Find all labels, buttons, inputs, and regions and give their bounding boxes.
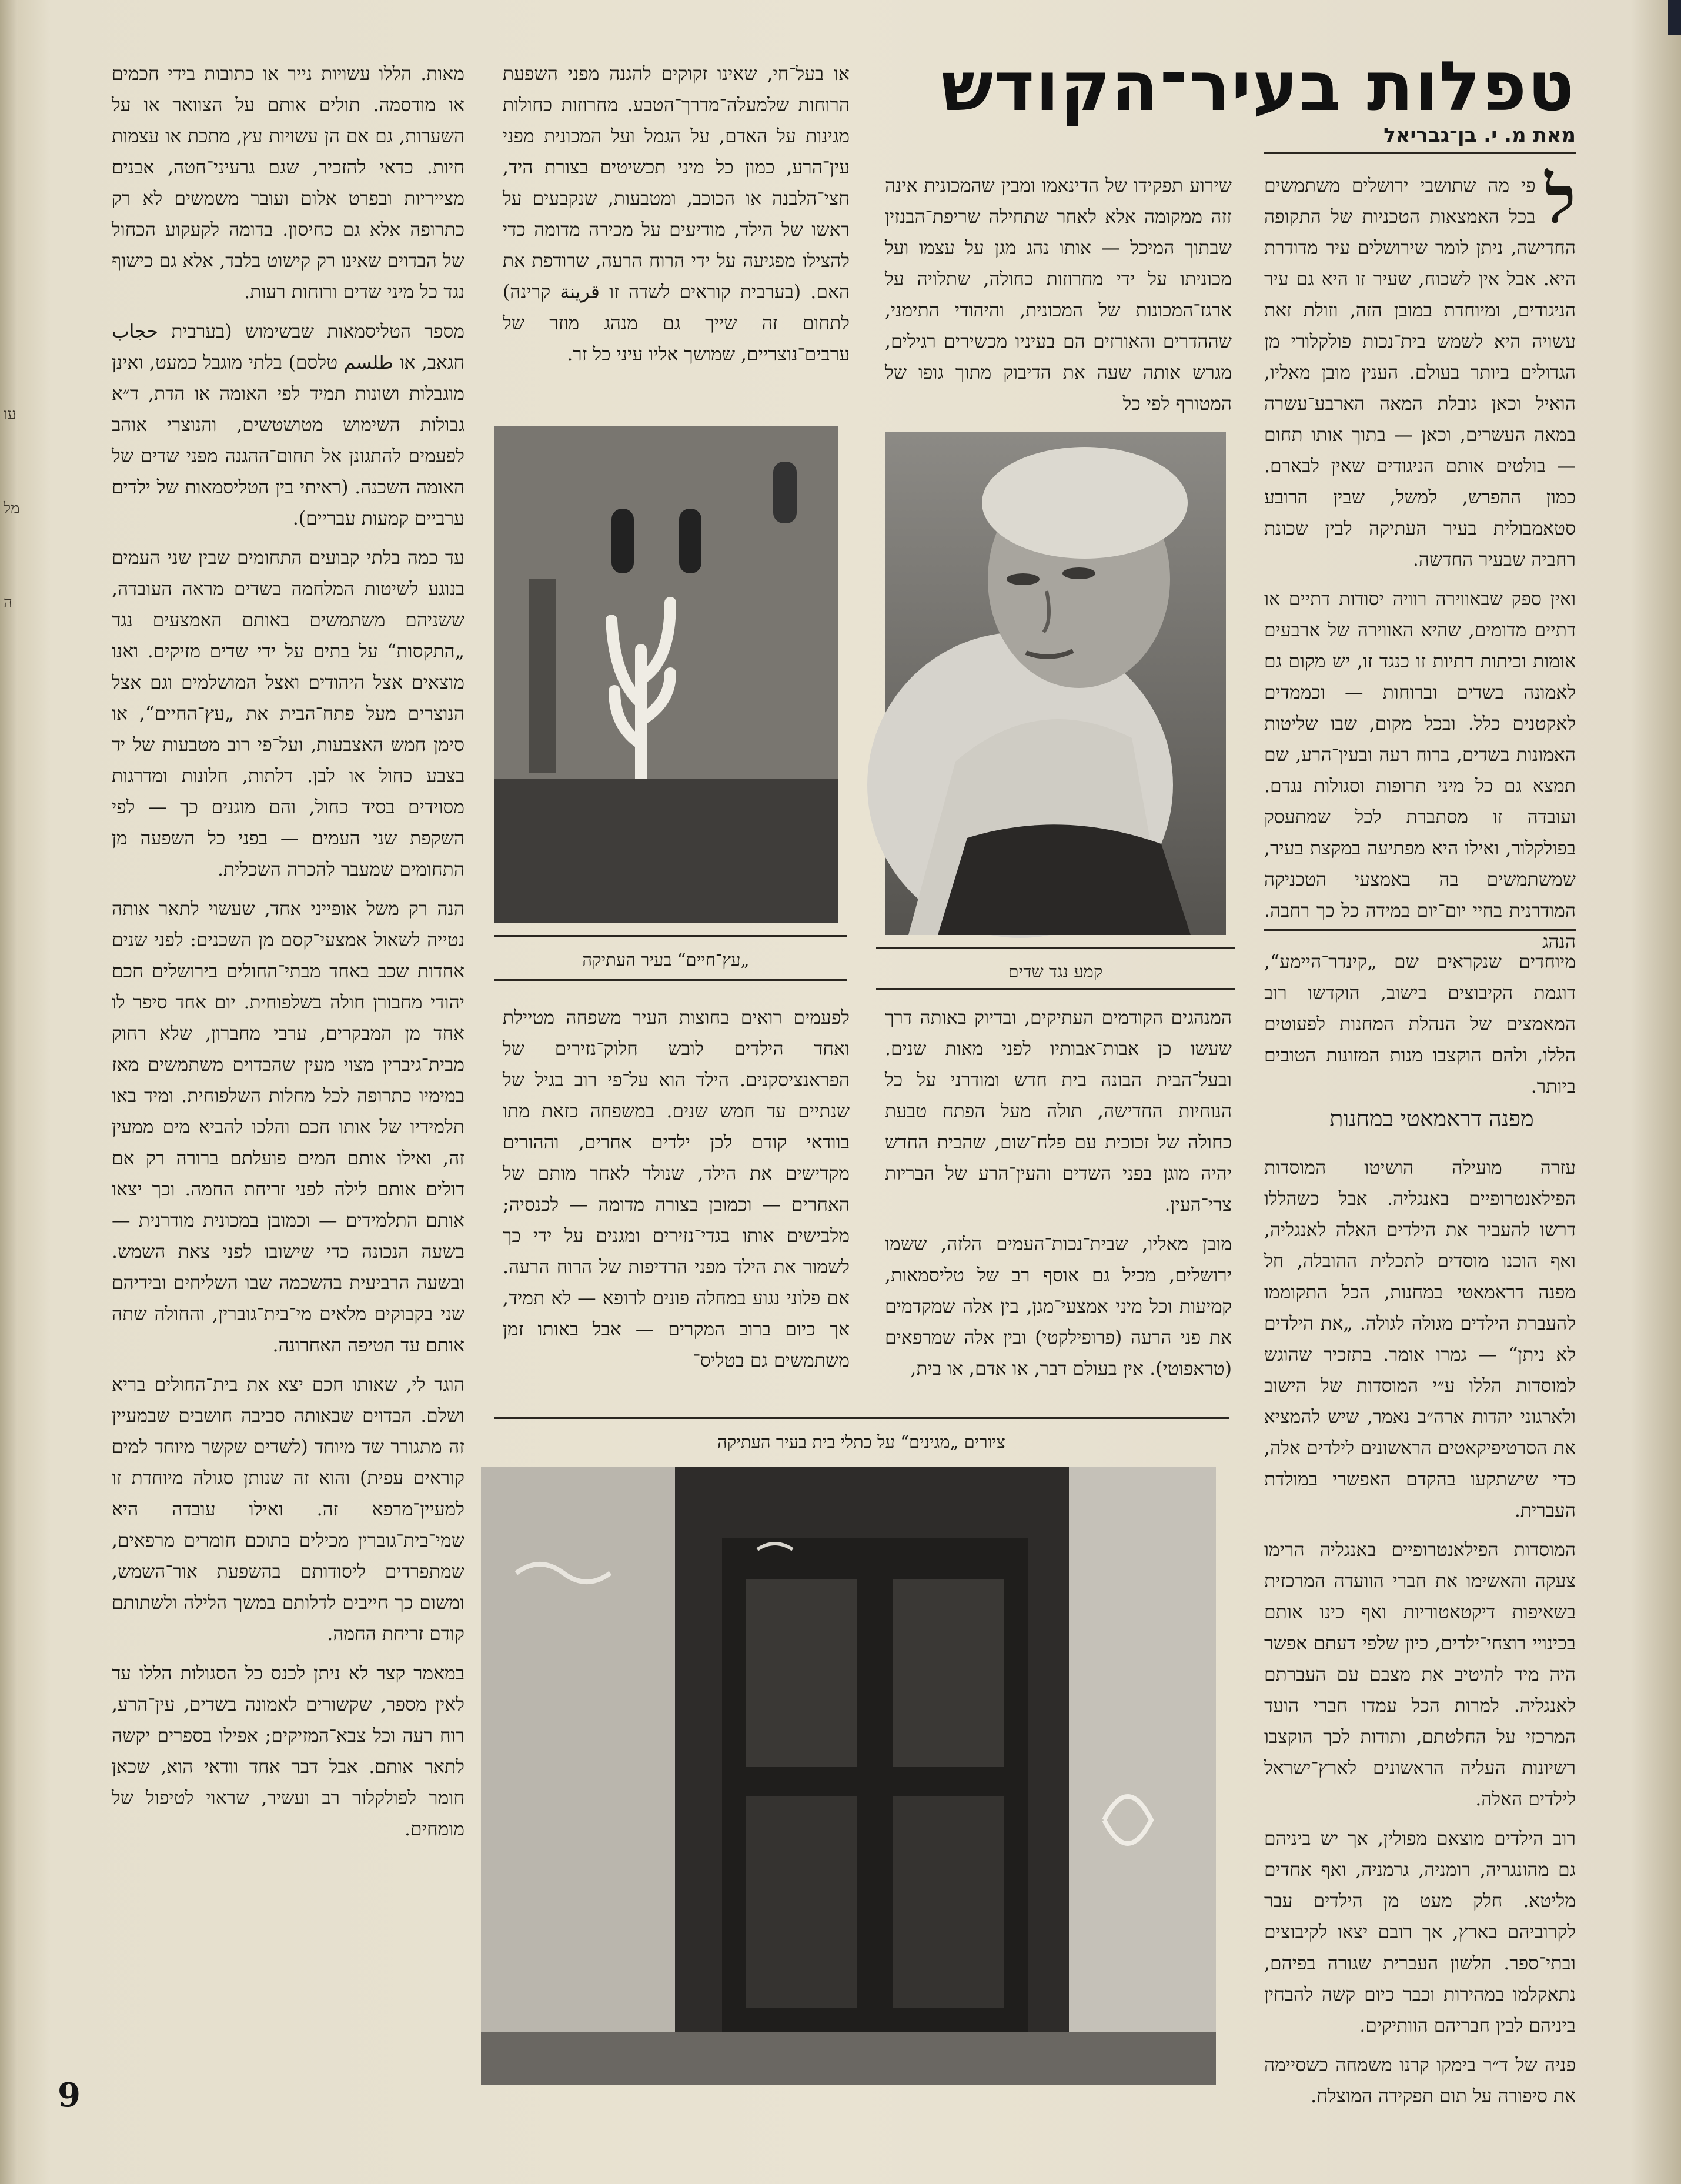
column-3-bottom xyxy=(503,1003,850,1408)
paragraph: הנה רק משל אופייני אחד, שעשוי לתאר אותה נטייה לשאול אמצעי־קסם מן השכנים: לפני שנים אחדות שכב באחד מבתי־החולים בירושלים חכם יהודי מחבורן חולה בשלפוחית. יום אחד סיפר לו אחד מן המבקרים, ערבי מחברון, שלא רחוק מבית־גיברין מצוי מעין שהבדוים משתמשים מאז במימיו כתרופה לכל מחלות השלפוחית. ומיד באו תלמידיו של אותו חכם והלכו להביא מים ממעין זה, ואילו אותם המים פועלתם ברורה רק אם דולים אותם לילה לפני זריחת החמה. וכך יצאו אותם התלמידים — וכמובן במכונית מודרנית — בשעה הנכונה כדי שישובו לפני צאת השמש. ובשעה הרביעית בהשכמה שבו השליחים ובידיהם שני בקבוקים מלאים מי־בית־גוברין, והחולה שתה אותם עד הטיפה האחרונה. xyxy=(112,899,464,1356)
page-number: 9 xyxy=(58,2076,81,2115)
title-rule xyxy=(1264,152,1576,154)
paragraph: שירוע תפקידו של הדינאמו ומבין שהמכונית אינה זזה ממקומה אלא לאחר שתחילה שריפת־הבנזין שבתוך המיכל — אותו נהג מגן על עצמו ועל מכוניתו על ידי מחרוזות כחולה, שתלויה על ארגז־המכונות של המכונית, והיהודי התימני, שההדרים והאורזים הם בעיניו מכשירים רגילים, מגרש אותה שעה את הדיבוק מתוך גופו של המטורף לפי כל xyxy=(885,175,1232,415)
paragraph: עזרה מועילה הושיטו המוסדות הפילאנטרופיים באנגליה. אבל כשהללו דרשו להעביר את הילדים האלה לאנגליה, ואף הוכנו מוסדים לתכלית ההובלה, חל מפנה דראמאטי במחנות, הכל התקוממו להעברת הילדים מגולה לגולה. „את הילדים לא ניתן“ — גמרו אומר. בתזכיר שהוגש למוסדות הללו ע״י המוסדות של הישוב ולארגוני יהדות ארה״ב נאמר, שיש להמציא את הסרטיפיקאטים הראשונים לילדים אלה, כדי שישתקעו בהקדם האפשרי במולדת העברית. xyxy=(1264,1157,1576,1521)
edge-fragment: עו xyxy=(4,406,16,423)
paragraph: מאות. הללו עשויות נייר או כתובות בידי חכמים או מודסמה. תולים אותם על הצוואר או על השערות, גם אם הן עשויות עץ, מתכת או עצמות חיות. כדאי להזכיר, שגם גרעיני־חטה, אבנים מצייריות ובפרט אלום ועובר משמשים לא רק כתרופה אלא גם כחיסון. בדומה לקעקוע הכחול של הבדוים שאינו רק קישוט בלבד, אלא גם כישוף נגד כל מיני שדים ורוחות רעות. xyxy=(112,64,464,303)
photo-painted-door xyxy=(481,1467,1216,2085)
caption-tree: „עץ־חיים“ בעיר העתיקה xyxy=(582,950,750,970)
paragraph: המנהגים הקודמים העתיקים, ובדיוק באותה דרך שעשו כן אבות־אבותיו לפני מאות שנים. ובעל־הבית הבונה בית חדש ומודרני על כל הנוחיות החדישה, תולה מעל הפתח טבעת כחולה של זכוכית עם פלח־שום, שהבית החדש יהיה מוגן בפני השדים והעין־הרע של הבריות צרי־העין. xyxy=(885,1007,1232,1215)
photo-tree-of-life xyxy=(494,426,838,923)
caption-rule xyxy=(876,947,1235,949)
column-2-top xyxy=(885,171,1232,418)
photo-door-illustration xyxy=(481,1467,1216,2085)
article-title: טפלות בעיר־הקודש xyxy=(941,47,1575,126)
paragraph: ואין ספק שבאווירה רוויה יסודות דתיים או דתיים מדומים, שהיא האווירה של ארבעים אומות וכיתות דתיות זו כנגד זו, יש מקום גם לאמונה בשדים וברוחות — וכממדים לאקטנים כלל. ובכל מקום, שבו שליטות האמונות בשדים, ברוח רעה ובעין־הרע, שם תמצא גם כל מיני תרופות וסגולות נגדם. ועובדה זו מסתברת לכל שמתעסק בפולקלור, ואילו היא מפתיעה במקצת בעיר, שמשתמשים בה באמצעי הטכניקה המודרנית בחיי יום־יום במידה כל כך רחבה. הנהג xyxy=(1264,589,1576,953)
section-subhead: מפנה דראמאטי במחנות xyxy=(1329,1106,1534,1131)
paragraph: עד כמה בלתי קבועים התחומים שבין שני העמים בנוגע לשיטות המלחמה בשדים מראה העובדה, ששניהם משתמשים באותם האמצעים נגד „התקסות“ על בתים על ידי שדים מזיקים. ואנו מוצאים אצל היהודים ואצל המושלמים וגם אצל הנוצרים מעל פתח־הבית את „עץ־החיים“, או סימן חמש האצבעות, ועל־פי רוב מטבעות של יד בצבע כחול או לבן. דלתות, חלונות ומדרגות מסוידים בסיד כחול, והם מוגנים כך — לפי השקפת שני העמים — בפני כל השפעה מן התחומים שמעבר להכרה השכלית. xyxy=(112,547,464,880)
caption-rule xyxy=(876,988,1235,990)
paragraph: במאמר קצר לא ניתן לכנס כל הסגולות הללו עד לאין מספר, שקשורים לאמונה בשדים, עין־הרע, רוח רעה וכל צבא־המזיקים; אפילו בספרים יקשה לתאר אותם. אבל דבר אחד וודאי הוא, שכאן חומר לפולקלור רב ועשיר, שראוי לטיפול של מומחים. xyxy=(112,1663,464,1840)
caption-woman: קמע נגד שדים xyxy=(1008,961,1103,981)
column-4 xyxy=(112,59,464,2041)
paragraph: פי מה שתושבי ירושלים משתמשים בכל האמצאות הטכניות של התקופה החדישה, ניתן לומר שירושלים עיר מדודרת היא. אבל אין לשכוח, שעיר זו היא גם עיר הניגודים, ומיוחדת במובן הזה, וזולת זאת עשויה היא לשמש בית־נכות פולקלורי מן הגדולים ביותר בעולם. הענין מובן מאליו, הואיל וכאן גובלת המאה הארבע־עשרה במאה העשרים, וכאן — בתוך אותו תחום — בולטים אותם הניגודים שאין לבארם. כמון ההפרש, למשל, שבין הרובע סטאמבולית בעיר העתיקה לבין שכונת רחביה שבעיר החדשה. xyxy=(1264,175,1576,570)
paragraph: רוב הילדים מוצאם מפולין, אך יש ביניהם גם מהונגריה, רומניה, גרמניה, ואף אחדים מליטא. חלק מעט מן הילדים עבר לקרוביהם בארץ, אך רובם יצאו לקיבוצים ובתי־ספר. הלשון העברית שגורה בפיהם, נתאקלמו במהירות וכבר כיום קשה להבחין ביניהם לבין חבריהם הוותיקים. xyxy=(1264,1828,1576,2036)
photo-tree-illustration xyxy=(494,426,838,923)
paragraph: לפעמים רואים בחוצות העיר משפחה מטיילת ואחד הילדים לובש חלוק־נזירים של הפראנציסקנים. הילד הוא על־פי רוב בגיל של שנתיים עד חמש שנים. במשפחה כזאת מתו בוודאי קודם לכן ילדים אחרים, וההורים מקדישים את הילד, שנולד לאחר מותם של האחרים — וכמובן בצורה מדומה — לכנסיה; מלבישים אותו בגדי־נזירים ומגנים על ידי כך לשמור את הילד מפני הרדיפות של הרוח הרעה. אם פלוני נגוע במחלה פונים לרופא — לא תמיד, אך כיום ברוב המקרים — אבל באותו זמן משתמשים גם בטליס־ xyxy=(503,1007,850,1371)
paragraph: מספר הטליסמאות שבשימוש (בערבית حجاب חגאב, או طلسم טלסם) בלתי מוגבל כמעט, ואינן מוגבלות ושונות תמיד לפי האומה או הדת, ד״א גבולות השימוש מטושטשים, והנוצרי אוהב לפעמים להתגונן אל תחום־ההגנה מפני שדים של האומה השכנה. (ראיתי בין הטליסמאות של ילדים ערביים קמעות עבריים). xyxy=(112,321,464,529)
paragraph: פניה של ד״ר בימקו קרנו משמחה כשסיימה את סיפורה על תום תפקידה המוצלח. xyxy=(1264,2055,1576,2107)
column-1-bottom xyxy=(1264,1153,1576,2107)
photo-woman-amulet xyxy=(885,432,1226,935)
column-1-top xyxy=(1264,161,1576,953)
column-1-continued xyxy=(1264,947,1576,1100)
drop-cap: ל xyxy=(1545,161,1576,238)
paragraph: או בעל־חי, שאינו זקוקים להגנה מפני השפעת הרוחות שלמעלה־מדרך־הטבע. מחרוזות כחולות מגינות על האדם, על הגמל ועל המכונית מפני עין־הרע, כמון כל מיני תכשיטים בצורת היד, חצי־הלבנה או הכוכב, ומטבעות, שנקבעים על ראשו של הילד, מודיעים על מכירה מדומה כדי להצילו מפגיעה על ידי הרוח הרעה, שרודפת את האם. (בערבית קוראים לשדה זו قرينة קרינה) לתחום זה שייך גם מנהג מוזר של ערבים־נוצריים, שמושך אליו עיני כל זר. xyxy=(503,64,850,365)
edge-fragment: ה xyxy=(4,594,12,612)
column-3-top xyxy=(503,59,850,418)
paragraph: המוסדות הפילאנטרופיים באנגליה הרימו צעקה והאשימו את חברי הוועדה המרכזית בשאיפות דיקטאטוריות ואף כינו אותם בכינויי רוצחי־ילדים, כיון שלפי דעתם אפשר היה מיד להיטיב את מצבם עם העברתם לאנגליה. למרות הכל עמדו חברי הועד המרכזי על החלטתם, ותודות לכך הוקצבו רשיונות העליה הראשונים לארץ־ישראל לילדים האלה. xyxy=(1264,1540,1576,1810)
paragraph: הוגד לי, שאותו חכם יצא את בית־החולים בריא ושלם. הבדוים שבאותה סביבה חושבים שבמעיין זה מתגורר שד מיוחד (לשדים שקשר מיוחד למים קוראים עפית) והוא זה שנותן סגולה מיוחדת זו למעיין־מרפא זה. ואילו עובדה היא שמי־בית־גוברין מכילים בתוכם חומרים מרפאים, שמתפרדים ליסודותם בהשפעת אור־השמש, ומשום כך חייבים לדלותם במשך הלילה ולשתותם קודם זריחת החמה. xyxy=(112,1374,464,1645)
paragraph: מיוחדים שנקראים שם „קינדר־היימע“, דוגמת הקיבוצים בישוב, הוקדשו רוב המאמצים של הנהלת המחנות לפעוטים הללו, ולהם הוקצבו מנות המזונות הטובים ביותר. xyxy=(1264,951,1576,1097)
page-gutter xyxy=(0,0,18,2184)
column-2-bottom xyxy=(885,1003,1232,1408)
caption-rule xyxy=(494,935,847,937)
caption-door: ציורים „מגינים“ על כתלי בית בעיר העתיקה xyxy=(717,1432,1005,1452)
photo-woman-illustration xyxy=(885,432,1226,935)
edge-fragment: מל xyxy=(4,500,20,517)
caption-rule xyxy=(494,1417,1229,1419)
binding-corner xyxy=(1668,0,1681,35)
column-divider xyxy=(1264,929,1576,931)
article-byline: מאת מ. י. בן־גבריאל xyxy=(1383,123,1576,147)
paragraph: מובן מאליו, שבית־נכות־העמים הלזה, ששמו ירושלים, מכיל גם אוסף רב של טליסמאות, קמיעות וכל מיני אמצעי־מגן, בין אלה שמקדמים את פני הרעה (פרופילקטי) ובין אלה שמרפאים (טראפוטי). אין בעולם דבר, או אדם, או בית, xyxy=(885,1234,1232,1380)
caption-rule xyxy=(494,979,847,981)
